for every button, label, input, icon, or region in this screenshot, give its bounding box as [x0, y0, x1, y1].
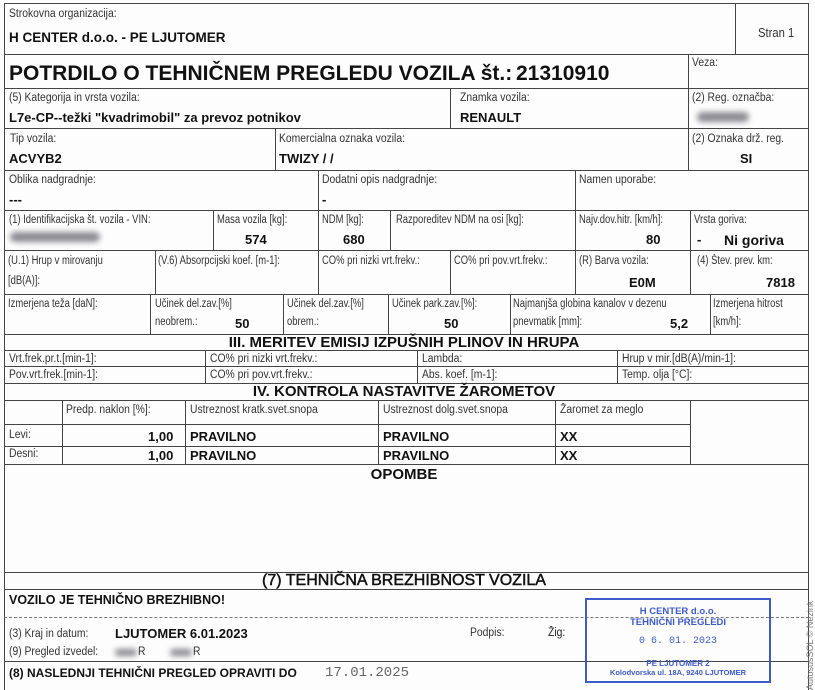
emisije-title: III. MERITEV EMISIJ IZPUŠNIH PLINOV IN HRUPA [228, 334, 580, 351]
row-side: Levi: [9, 429, 31, 441]
naslednji-date: 17.01.2025 [325, 665, 410, 681]
divider [4, 424, 690, 425]
komercialna-label: Komercialna oznaka vozila: [279, 133, 405, 145]
km-label: (4) Štev. prev. km: [697, 255, 773, 267]
dolg-value: PRAVILNO [383, 448, 450, 463]
opombe-title: OPOMBE [370, 466, 438, 483]
pregled-surname-end: R [193, 646, 201, 658]
divider [417, 350, 418, 383]
table-header: Ustreznost dolg.svet.snopa [383, 404, 508, 416]
divider [4, 210, 809, 211]
divider [4, 170, 809, 171]
divider [4, 400, 809, 401]
barva-value: E0M [629, 275, 656, 290]
emisije-label: Temp. olja [°C]: [622, 369, 693, 381]
emisije-label: CO% pri pov.vrt.frekv.: [210, 369, 313, 381]
oblika-label: Oblika nadgradnje: [9, 174, 96, 186]
divider [283, 294, 284, 334]
co-pov-label: CO% pri pov.vrt.frekv.: [454, 255, 548, 267]
divider [390, 210, 391, 250]
km-value: 7818 [766, 275, 795, 290]
divider [4, 366, 809, 367]
ndm-value: 680 [343, 232, 365, 247]
redacted-vin [10, 232, 100, 242]
stamp-line: Kolodvorska ul. 18A, 9240 LJUTOMER [609, 668, 747, 677]
ndm-label: NDM [kg]: [322, 214, 364, 226]
ucinek1-sub: neobrem.: [155, 316, 198, 328]
hrup-unit: [dB(A)]: [8, 275, 40, 287]
veza-label: Veza: [692, 57, 718, 69]
divider [150, 294, 151, 334]
megla-value: XX [560, 448, 578, 463]
divider [213, 210, 214, 250]
stamp-line: H CENTER d.o.o. [639, 606, 717, 617]
dodatni-value: - [322, 192, 327, 207]
najv-label: Najv.dov.hitr. [km/h]: [579, 214, 664, 226]
divider [690, 210, 691, 294]
megla-value: XX [560, 429, 578, 444]
dolg-value: PRAVILNO [383, 429, 450, 444]
gorivo-value: Ni goriva [724, 232, 784, 248]
divider [450, 88, 451, 128]
najv-value: 80 [646, 232, 661, 247]
official-stamp [585, 598, 771, 683]
pregled-name-end: R [138, 646, 146, 658]
emisije-label: Hrup v mir.[dB(A)/min-1]: [622, 353, 736, 365]
gorivo-dash: - [697, 232, 702, 247]
table-header: Ustreznost kratk.svet.snopa [190, 404, 318, 416]
reg-label: (2) Reg. označba: [692, 92, 775, 104]
zarometi-title: IV. KONTROLA NASTAVITVE ŽAROMETOV [252, 383, 556, 400]
org-value: H CENTER d.o.o. - PE LJUTOMER [9, 30, 226, 45]
emisije-label: Lambda: [422, 353, 463, 365]
naklon-value: 1,00 [148, 429, 174, 444]
table-header: Predp. naklon [%]: [66, 404, 151, 416]
oblika-value: --- [9, 192, 22, 207]
divider [688, 54, 689, 170]
podpis-label: Podpis: [470, 627, 505, 639]
pregled-label: (9) Pregled izvedel: [9, 646, 99, 658]
namen-label: Namen uporabe: [579, 174, 657, 186]
ucinek2-sub: obrem.: [287, 316, 319, 328]
dodatni-label: Dodatni opis nadgradnje: [322, 174, 438, 186]
co-nizki-label: CO% pri nizki vrt.frekv.: [322, 255, 420, 267]
znamka-value: RENAULT [460, 110, 522, 125]
divider [617, 350, 618, 383]
stamp-date: 0 6. 01. 2023 [638, 636, 717, 647]
divider [378, 400, 379, 464]
stamp-line: TEHNIČNI PREGLEDI [629, 617, 727, 628]
naklon-value: 1,00 [148, 448, 174, 463]
emisije-label: Abs. koef. [m-1]: [422, 369, 498, 381]
barva-label: (R) Barva vozila: [579, 255, 649, 267]
stamp-line: PE LJUTOMER 2 [646, 659, 710, 668]
hitrost-unit: [km/h]: [713, 316, 742, 328]
tip-label: Tip vozila: [10, 133, 57, 145]
naslednji-label: (8) NASLEDNJI TEHNIČNI PREGLED OPRAVITI DO [9, 666, 297, 680]
globina-unit: pnevmatik [mm]: [513, 316, 583, 328]
emisije-label: Vrt.frek.pr.t.[min-1]: [9, 353, 97, 365]
divider [575, 170, 576, 294]
divider [155, 250, 156, 294]
globina-label: Najmanjša globina kanalov v dezenu [513, 298, 667, 310]
kraj-value: LJUTOMER 6.01.2023 [115, 626, 248, 641]
masa-label: Masa vozila [kg]: [217, 214, 288, 226]
teza-label: Izmerjena teža [daN]: [8, 298, 98, 310]
divider [318, 170, 319, 294]
divider [4, 464, 809, 465]
zig-label: Žig: [548, 627, 566, 639]
certificate-number: 21310910 [516, 62, 610, 85]
hitrost-label: Izmerjena hitrost [713, 298, 783, 310]
komercialna-value: TWIZY / / [279, 151, 334, 166]
ucinek2-label: Učinek del.zav.[%] [287, 298, 364, 310]
divider [185, 400, 186, 464]
emisije-label: Pov.vrt.frek.[min-1]: [9, 369, 98, 381]
gorivo-label: Vrsta goriva: [694, 214, 747, 226]
divider [4, 294, 809, 295]
ucinek1-label: Učinek del.zav.[%] [155, 298, 232, 310]
razporeditev-label: Razporeditev NDM na osi [kg]: [396, 214, 524, 226]
divider [4, 88, 809, 89]
globina-value: 5,2 [670, 316, 689, 331]
park-value: 50 [444, 316, 459, 331]
kratk-value: PRAVILNO [190, 429, 257, 444]
divider [690, 400, 691, 464]
brezhibnost-title: (7) TEHNIČNA BREZHIBNOST VOZILA [262, 572, 546, 589]
tip-value: ACVYB2 [9, 151, 62, 166]
side-note: AutosusSOL © Nezink [805, 600, 815, 690]
drz-value: SI [740, 151, 753, 166]
kategorija-label: (5) Kategorija in vrsta vozila: [9, 92, 140, 104]
vin-label: (1) Identifikacijska št. vozila - VIN: [9, 214, 151, 226]
drz-label: (2) Oznaka drž. reg. [692, 133, 785, 145]
divider [62, 400, 63, 464]
divider [275, 128, 276, 170]
divider [510, 294, 511, 334]
divider [450, 250, 451, 294]
kategorija-value: L7e-CP--težki "kvadrimobil" za prevoz potnikov [9, 110, 301, 125]
divider [205, 350, 206, 383]
redacted-name [170, 649, 192, 656]
znamka-label: Znamka vozila: [460, 92, 530, 104]
divider [4, 250, 809, 251]
divider [555, 400, 556, 464]
org-label: Strokovna organizacija: [9, 8, 117, 20]
divider [388, 294, 389, 334]
divider [710, 294, 711, 334]
divider [735, 3, 736, 54]
table-header: Žaromet za meglo [560, 404, 644, 416]
divider [4, 446, 690, 447]
redacted-registration [697, 112, 749, 122]
masa-value: 574 [245, 232, 267, 247]
emisije-label: CO% pri nizki vrt.frekv.: [210, 353, 318, 365]
divider [4, 128, 809, 129]
absorp-label: (V.6) Absorpcijski koef. [m-1]: [158, 255, 280, 267]
redacted-name [115, 649, 137, 656]
kratk-value: PRAVILNO [190, 448, 257, 463]
kraj-label: (3) Kraj in datum: [9, 628, 89, 640]
park-label: Učinek park.zav.[%]: [392, 298, 478, 310]
brezhibnost-status: VOZILO JE TEHNIČNO BREZHIBNO! [9, 593, 225, 607]
row-side: Desni: [9, 448, 39, 460]
page-number: Stran 1 [758, 26, 795, 40]
ucinek1-value: 50 [235, 316, 250, 331]
hrup-label: (U.1) Hrup v mirovanju [8, 255, 103, 267]
page-title: POTRDILO O TEHNIČNEM PREGLEDU VOZILA št.: [9, 62, 513, 85]
